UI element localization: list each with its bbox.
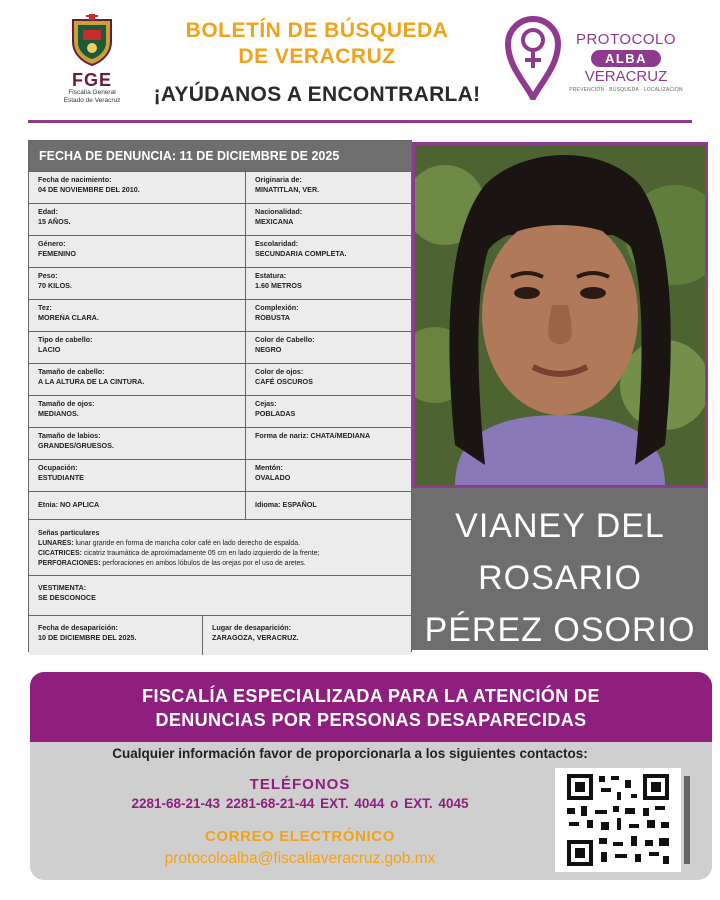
fge-line1: Fiscalía General — [68, 89, 116, 96]
cell-label: Tamaño de labios: — [38, 431, 101, 440]
cell-value: NEGRO — [255, 345, 282, 354]
cell-tamano-ojos — [29, 396, 246, 427]
table-row — [29, 615, 411, 655]
heading-line2: DENUNCIAS POR PERSONAS DESAPARECIDAS — [155, 710, 587, 730]
table-row — [29, 427, 411, 459]
cell-label: Edad: — [38, 207, 58, 216]
title-line2: DE VERACRUZ — [238, 45, 396, 68]
cell-complexion — [246, 300, 411, 331]
cell-tez — [29, 300, 246, 331]
cell-label: Mentón: — [255, 463, 283, 472]
perforaciones-text: perforaciones en ambos lóbulos de las orejas por el uso de aretes. — [100, 560, 306, 567]
etnia-text: Etnia: NO APLICA — [38, 500, 100, 509]
senas-label: Señas particulares — [38, 530, 100, 537]
phones-label: TELÉFONOS — [249, 776, 351, 793]
title-block — [132, 18, 502, 108]
alba-line3: VERACRUZ — [584, 68, 668, 85]
fge-logo — [56, 12, 128, 112]
cell-etnia — [29, 492, 246, 519]
table-row — [29, 267, 411, 299]
table-row — [29, 491, 411, 519]
veracruz-shield-icon — [69, 12, 115, 66]
cell-label: Forma de nariz: CHATA/MEDIANA — [255, 431, 371, 440]
table-row — [29, 299, 411, 331]
cell-label: Género: — [38, 239, 66, 248]
cell-value: OVALADO — [255, 473, 291, 482]
cell-label: Fecha de desaparición: — [38, 623, 118, 632]
table-row — [29, 171, 411, 203]
cell-genero — [29, 236, 246, 267]
cell-value: MEDIANOS. — [38, 409, 79, 418]
cell-fecha-desaparicion — [29, 616, 203, 655]
cell-value: LACIO — [38, 345, 61, 354]
qr-code-icon — [555, 768, 681, 872]
missing-person-photo — [412, 142, 708, 488]
cell-value: FEMENINO — [38, 249, 76, 258]
cell-color-ojos — [246, 364, 411, 395]
cicatrices-label: CICATRICES: — [38, 550, 82, 557]
vestimenta-value: SE DESCONOCE — [38, 593, 96, 602]
cell-value: MEXICANA — [255, 217, 294, 226]
cell-tamano-labios — [29, 428, 246, 459]
cell-label: Tipo de cabello: — [38, 335, 93, 344]
cell-value: MINATITLAN, VER. — [255, 185, 320, 194]
location-pin-female-icon — [504, 14, 562, 100]
perforaciones-label: PERFORACIONES: — [38, 560, 101, 567]
cell-value: GRANDES/GRUESOS. — [38, 441, 114, 450]
table-row — [29, 575, 411, 615]
cell-color-cabello — [246, 332, 411, 363]
cell-vestimenta — [29, 576, 411, 615]
cell-label: Lugar de desaparición: — [212, 623, 292, 632]
phone-numbers[interactable]: 2281-68-21-43 2281-68-21-44 EXT. 4044 o EXT. 4045 — [131, 796, 469, 811]
cell-label: Color de ojos: — [255, 367, 304, 376]
header — [0, 0, 720, 122]
cell-escolaridad — [246, 236, 411, 267]
table-row — [29, 331, 411, 363]
table-row — [29, 203, 411, 235]
fge-line2: Estado de Veracruz — [63, 97, 121, 104]
cell-value: ROBUSTA — [255, 313, 291, 322]
idioma-text: Idioma: ESPAÑOL — [255, 500, 317, 509]
contact-intro: Cualquier información favor de proporcionarla a los siguientes contactos: — [112, 746, 588, 761]
table-row — [29, 363, 411, 395]
cell-value: 1.60 METROS — [255, 281, 302, 290]
cicatrices-text: cicatriz traumática de aproximadamente 05 cm en lado izquierdo de la frente; — [81, 550, 320, 557]
cell-value: ESTUDIANTE — [38, 473, 84, 482]
cell-value: 04 DE NOVIEMBRE DEL 2010. — [38, 185, 140, 194]
cell-cejas — [246, 396, 411, 427]
email-link[interactable]: protocoloalba@fiscaliaveracruz.gob.mx — [164, 850, 436, 867]
cell-idioma — [246, 492, 411, 519]
qr-code[interactable] — [555, 768, 681, 872]
cell-value: 15 AÑOS. — [38, 217, 71, 226]
contact-card — [30, 672, 712, 880]
qr-side-bar — [684, 776, 690, 864]
cell-value: POBLADAS — [255, 409, 296, 418]
cell-value: SECUNDARIA COMPLETA. — [255, 249, 347, 258]
cell-value: A LA ALTURA DE LA CINTURA. — [38, 377, 145, 386]
fiscalia-heading — [30, 672, 712, 742]
cell-label: Tamaño de cabello: — [38, 367, 105, 376]
info-table — [28, 140, 412, 652]
cell-peso — [29, 268, 246, 299]
alba-badge: ALBA — [591, 50, 661, 67]
missing-person-name — [412, 488, 708, 650]
cell-label: Complexión: — [255, 303, 299, 312]
cell-label: Color de Cabello: — [255, 335, 315, 344]
alba-line1: PROTOCOLO — [575, 31, 677, 48]
cell-value: MORENA CLARA. — [38, 313, 99, 322]
cell-label: Tez: — [38, 303, 52, 312]
cell-lugar-desaparicion — [203, 616, 411, 655]
name-line1: VIANEY DEL — [455, 507, 665, 545]
name-line3: PÉREZ OSORIO — [424, 611, 696, 649]
cell-value: CAFÉ OSCUROS — [255, 377, 313, 386]
senas-perforaciones — [38, 559, 403, 569]
senas-cicatrices — [38, 549, 403, 559]
heading-line1: FISCALÍA ESPECIALIZADA PARA LA ATENCIÓN DE — [142, 686, 600, 706]
cell-senas — [29, 520, 411, 575]
cell-ocupacion — [29, 460, 246, 491]
header-divider — [28, 120, 692, 123]
table-row — [29, 235, 411, 267]
table-row — [29, 395, 411, 427]
senas-lunares — [38, 539, 403, 549]
table-row — [29, 519, 411, 575]
cell-label: Peso: — [38, 271, 58, 280]
name-line2: ROSARIO — [478, 559, 642, 597]
cell-label: Originaria de: — [255, 175, 302, 184]
cell-label: Cejas: — [255, 399, 277, 408]
cell-value: 10 DE DICIEMBRE DEL 2025. — [38, 633, 137, 642]
lunares-text: lunar grande en forma de mancha color café en lado derecho de espalda. — [73, 540, 301, 547]
protocolo-alba-logo — [500, 14, 690, 104]
cell-forma-nariz — [246, 428, 411, 459]
vestimenta-label: VESTIMENTA: — [38, 583, 87, 592]
fge-acronym: FGE — [71, 70, 112, 90]
cell-value: 70 KILOS. — [38, 281, 72, 290]
title-line1: BOLETÍN DE BÚSQUEDA — [185, 19, 449, 42]
lunares-label: LUNARES: — [38, 540, 74, 547]
cell-value: ZARAGOZA, VERACRUZ. — [212, 633, 299, 642]
cell-fecha-nacimiento — [29, 172, 246, 203]
cell-label: Ocupación: — [38, 463, 78, 472]
email-label: CORREO ELECTRÓNICO — [205, 828, 395, 845]
cell-tipo-cabello — [29, 332, 246, 363]
cell-tamano-cabello — [29, 364, 246, 395]
cell-nacionalidad — [246, 204, 411, 235]
portrait-illustration — [415, 145, 705, 485]
subtitle: ¡AYÚDANOS A ENCONTRARLA! — [153, 83, 481, 106]
cell-originaria — [246, 172, 411, 203]
cell-estatura — [246, 268, 411, 299]
cell-label: Fecha de nacimiento: — [38, 175, 112, 184]
alba-tagline: PREVENCIÓN · BÚSQUEDA · LOCALIZACIÓN — [569, 87, 683, 93]
cell-label: Nacionalidad: — [255, 207, 303, 216]
table-row — [29, 459, 411, 491]
cell-menton — [246, 460, 411, 491]
cell-label: Escolaridad: — [255, 239, 299, 248]
alba-texts — [566, 32, 686, 93]
cell-edad — [29, 204, 246, 235]
fecha-denuncia: FECHA DE DENUNCIA: 11 DE DICIEMBRE DE 2025 — [29, 141, 411, 171]
cell-label: Estatura: — [255, 271, 287, 280]
cell-label: Tamaño de ojos: — [38, 399, 95, 408]
